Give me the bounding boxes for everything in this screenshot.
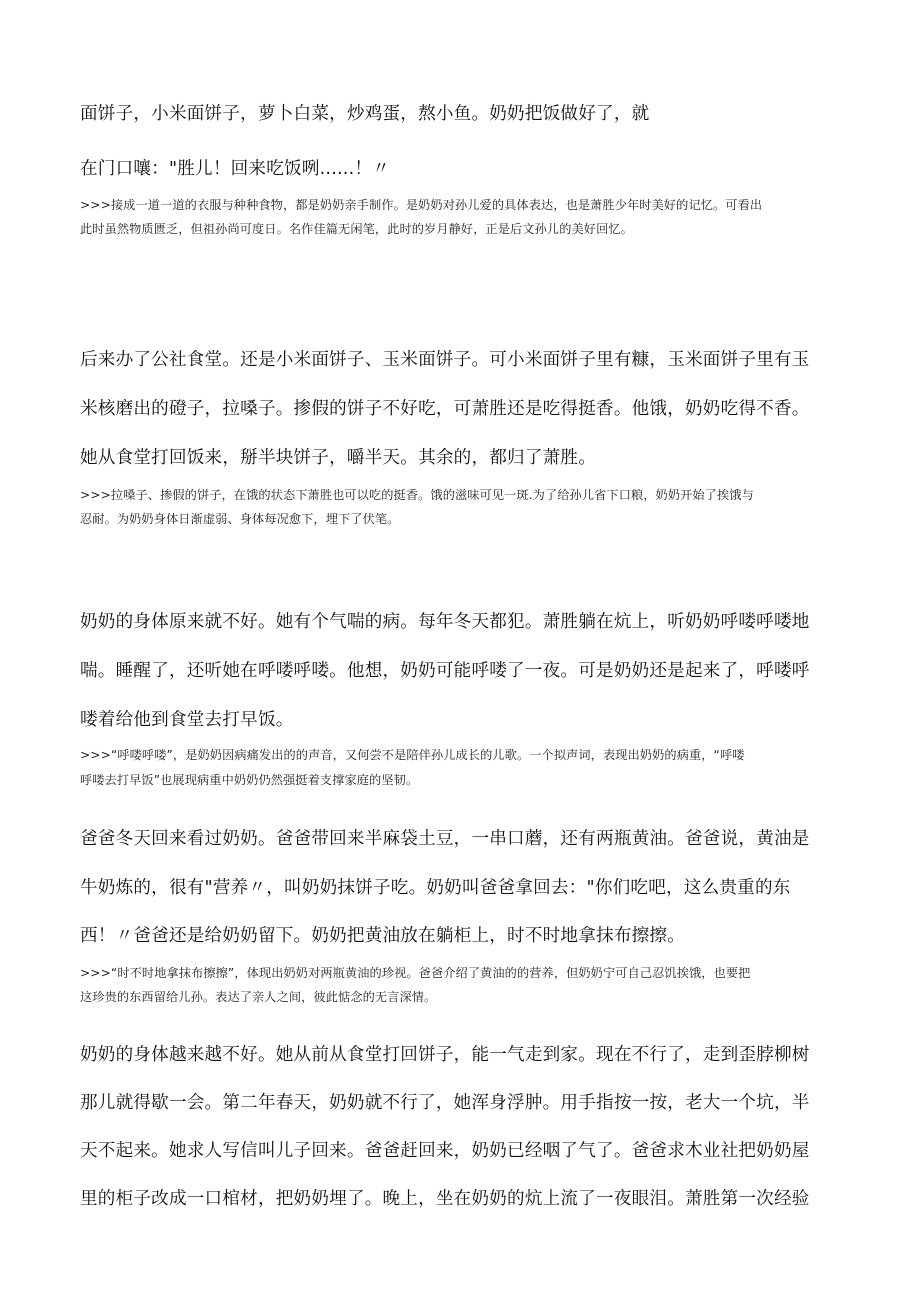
body-text-line: 后来办了公社食堂。还是小米面饼子、玉米面饼子。可小米面饼子里有糠，玉米面饼子里有玉: [80, 350, 810, 370]
body-text-line: 面饼子，小米面饼子，萝卜白菜，炒鸡蛋，熬小鱼。奶奶把饭做好了，就: [80, 104, 650, 124]
body-text-line: 喘。睡醒了，还听她在呼喽呼喽。他想，奶奶可能呼喽了一夜。可是奶奶还是起来了，呼喽呼: [80, 661, 810, 681]
annotation-line: >>>接成一道一道的衣服与种种食物，都是奶奶亲手制作。是奶奶对孙儿爱的具体表达，也是萧胜少年时美好的记忆。可看出: [80, 198, 763, 212]
body-text-line: 里的柜子改成一口棺材，把奶奶埋了。晚上，坐在奶奶的炕上流了一夜眼泪。萧胜第一次经验: [80, 1189, 810, 1209]
body-text-line: 牛奶炼的，很有"营养〃，叫奶奶抹饼子吃。奶奶叫爸爸拿回去："你们吃吧，这么贵重的东: [80, 878, 791, 898]
body-text-line: 那儿就得歇一会。第二年春天，奶奶就不行了，她浑身浮肿。用手指按一按，老大一个坑，半: [80, 1093, 810, 1113]
annotation-line: 这珍贵的东西留给儿孙。表达了亲人之间，彼此惦念的无言深情。: [80, 990, 437, 1004]
annotation-line: >>>“时不时地拿抹布擦擦”，体现出奶奶对两瓶黄油的珍视。爸爸介绍了黄油的的营养，但奶奶宁可自己忍饥挨饿，也要把: [80, 966, 751, 980]
body-text-line: 西！〃爸爸还是给奶奶留下。奶奶把黄油放在躺柜上，时不时地拿抹布擦擦。: [80, 926, 685, 946]
body-text-line: 天不起来。她求人写信叫儿子回来。爸爸赶回来，奶奶已经咽了气了。爸爸求木业社把奶奶屋: [80, 1141, 810, 1161]
annotation-line: 此时虽然物质匮乏，但祖孙尚可度日。名作佳篇无闲笔，此时的岁月静好，正是后文孙儿的美好回忆。: [80, 222, 633, 236]
body-text-line: 米核磨出的磴子，拉嗓子。掺假的饼子不好吃，可萧胜还是吃得挺香。他饿，奶奶吃得不香。: [80, 399, 810, 419]
body-text-line: 奶奶的身体越来越不好。她从前从食堂打回饼子，能一气走到家。现在不行了，走到歪脖柳树: [80, 1045, 810, 1065]
body-text-line: 喽着给他到食堂去打早饭。: [80, 710, 294, 730]
annotation-line: >>>“呼喽呼喽”，是奶奶因病痛发出的的声音，又何尝不是陪伴孙儿成长的儿歌。一个拟声词，表现出奶奶的病重，“呼喽: [80, 748, 745, 762]
annotation-line: 忍耐。为奶奶身体日渐虚弱、身体每况愈下，埋下了伏笔。: [80, 512, 400, 526]
annotation-line: 呼喽去打早饭”也展现病重中奶奶仍然强挺着支撑家庭的坚韧。: [80, 773, 419, 787]
annotation-line: >>>拉嗓子、掺假的饼子，在饿的状态下萧胜也可以吃的挺香。饿的滋味可见一斑.为了给孙儿省下口粮，奶奶开始了挨饿与: [80, 488, 754, 502]
body-text-line: 奶奶的身体原来就不好。她有个气喘的病。每年冬天都犯。萧胜躺在炕上，听奶奶呼喽呼喽地: [80, 612, 810, 632]
body-text-line: 爸爸冬天回来看过奶奶。爸爸带回来半麻袋土豆，一串口蘑，还有两瓶黄油。爸爸说，黄油是: [80, 829, 810, 849]
body-text-line: 她从食堂打回饭来，掰半块饼子，嚼半天。其余的，都归了萧胜。: [80, 448, 597, 468]
body-text-line: 在门口嚷："胜儿！回来吃饭咧......！〃: [80, 159, 390, 179]
